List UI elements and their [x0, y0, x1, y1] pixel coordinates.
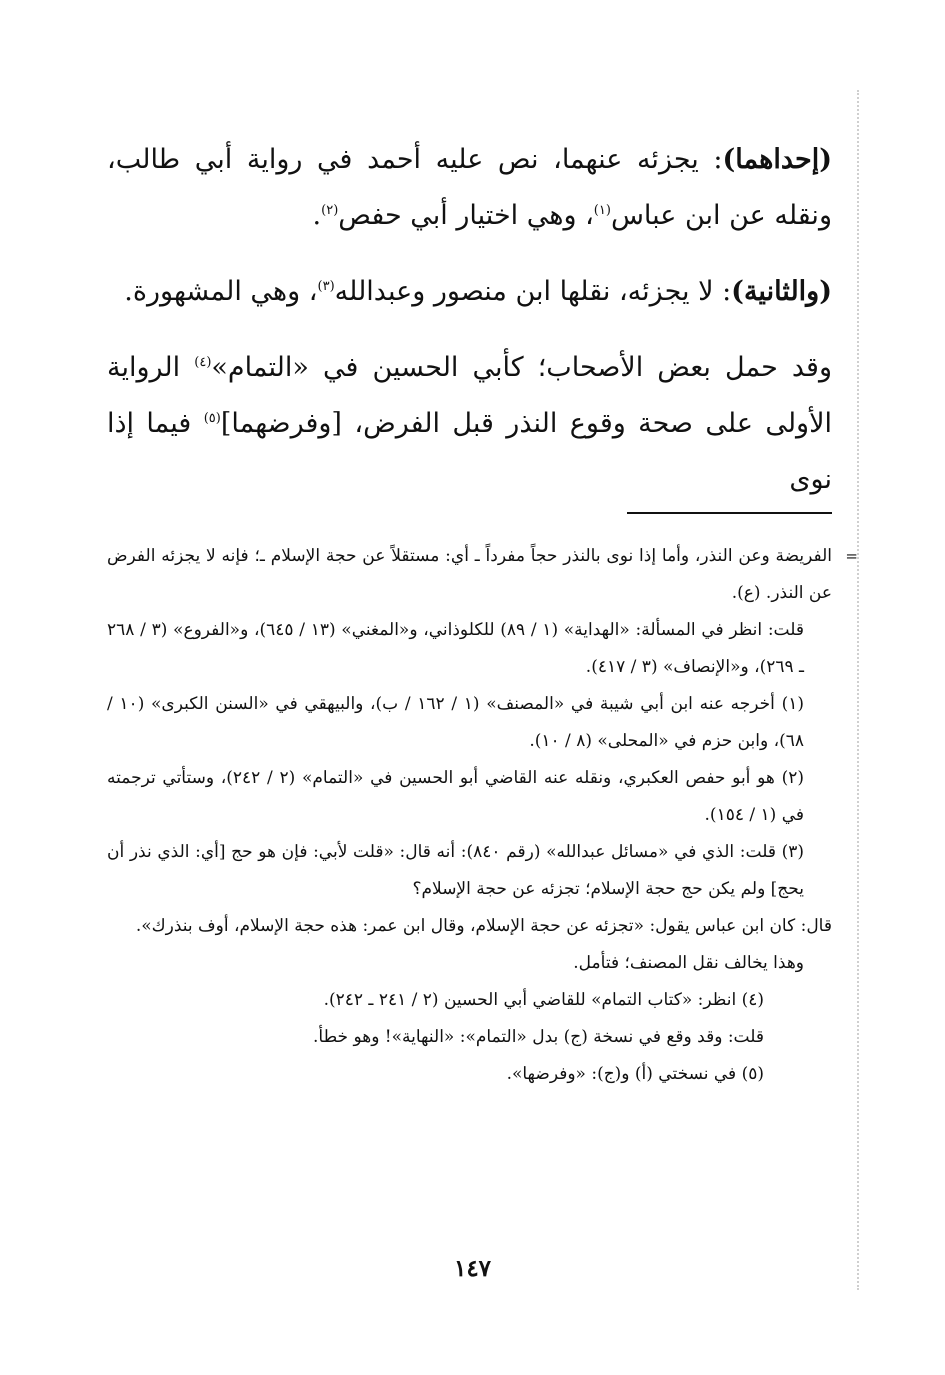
footnote-continuation: = الفريضة وعن النذر، وأما إذا نوى بالنذر حجاً مفرداً ـ أي: مستقلاً عن حجة الإسلام ـ؛ فإنه لا يجزئه الفرض عن النذر. (ع).: [107, 538, 832, 612]
footnote-3-continuation: قال: كان ابن عباس يقول: «تجزئه عن حجة الإسلام، وقال ابن عمر: هذه حجة الإسلام، أوف بنذرك».: [135, 916, 832, 936]
footnote-1: (١) أخرجه عنه ابن أبي شيبة في «المصنف» (١ / ١٦٢ / ب)، والبيهقي في «السنن الكبرى» (١٠ / ٦٨)، وابن حزم في «المحلى» (٨ / ١٠).: [107, 694, 804, 751]
paragraph-second-narration: (والثانية): لا يجزئه، نقلها ابن منصور وعبدالله$^{(٣)}$، وهي المشهورة.: [124, 276, 832, 307]
footnote-editor-note: قلت: انظر في المسألة: «الهداية» (١ / ٨٩) للكلوذاني، و«المغني» (١٣ / ٦٤٥)، و«الفروع» (٣ / ٢٦٨ ـ ٢٦٩)، و«الإنصاف» (٣ / ٤١٧).: [107, 620, 804, 677]
footnotes: [107, 538, 858, 1093]
footnote-ref: (١): [593, 203, 611, 218]
main-text: [107, 132, 832, 508]
paragraph-lead: (إحداهما): [722, 144, 832, 175]
footnote-3-note: وهذا يخالف نقل المصنف؛ فتأمل.: [573, 953, 804, 973]
footnote-separator: [627, 512, 832, 514]
paragraph-interpretation: وقد حمل بعض الأصحاب؛ كأبي الحسين في «التمام»$^{(٤)}$ الرواية الأولى على صحة وقوع النذر قبل الفرض، [وفرضهما]$^{(٥)}$ فيما إذا نوى: [107, 352, 832, 495]
footnote-4-note: قلت: وقد وقع في نسخة (ج) بدل «التمام»: «النهاية»! وهو خطأ.: [313, 1027, 764, 1047]
page-number: ١٤٧: [453, 1255, 492, 1282]
paragraph-lead: (والثانية): [731, 276, 832, 307]
footnote-2: (٢) هو أبو حفص العكبري، ونقله عنه القاضي أبو الحسين في «التمام» (٢ / ٢٤٢)، وستأتي ترجمته في (١ / ١٥٤).: [107, 768, 804, 825]
footnote-5: (٥) في نسختي (أ) و(ج): «وفرضها».: [506, 1064, 764, 1084]
footnote-ref: (٤): [194, 355, 212, 370]
footnote-3: (٣) قلت: الذي في «مسائل عبدالله» (رقم ٨٤٠): أنه قال: «قلت لأبي: فإن هو حج [أي: الذي نذر أن يحج] ولم يكن حج حجة الإسلام؛ تجزئه عن حجة الإسلام؟: [107, 842, 804, 899]
footnote-ref: (٣): [317, 279, 335, 294]
paragraph-first-narration: (إحداهما): يجزئه عنهما، نص عليه أحمد في رواية أبي طالب، ونقله عن ابن عباس$^{(١)}$، وهي اختيار أبي حفص$^{(٢)}$.: [107, 144, 832, 231]
footnote-4: (٤) انظر: «كتاب التمام» للقاضي أبي الحسين (٢ / ٢٤١ ـ ٢٤٢).: [323, 990, 764, 1010]
page-edge-dots: [857, 90, 859, 1290]
continuation-mark: =: [845, 547, 858, 565]
footnote-ref: (٥): [203, 411, 221, 426]
footnote-ref: (٢): [321, 203, 339, 218]
